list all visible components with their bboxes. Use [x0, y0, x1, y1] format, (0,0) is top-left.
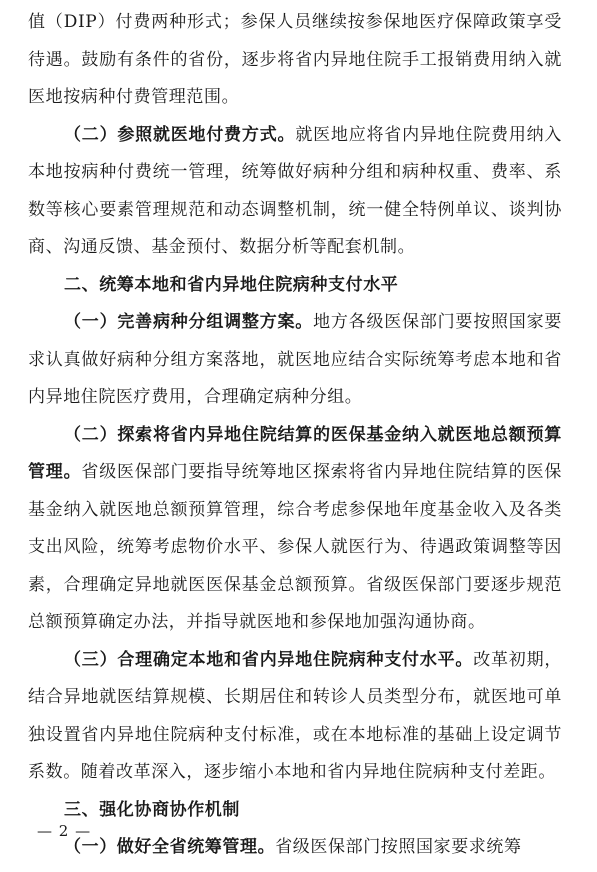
paragraph-4: [28, 417, 562, 642]
paragraph-5-lead: （三）合理确定本地和省内异地住院病种支付水平。: [64, 649, 474, 670]
paragraph-2: [28, 117, 562, 267]
paragraph-4-text: 省级医保部门要指导统筹地区探索将省内异地住院结算的医保基金纳入就医地总额预算管理，综合考虑参保地年度基金收入及各类支出风险，统筹考虑物价水平、参保人就医行为、待遇政策调整等因素，合理确定异地就医医保基金总额预算。省级医保部门要逐步规范总额预算确定办法，并指导就医地和参保地加强沟通协商。: [28, 462, 562, 632]
paragraph-3: [28, 304, 562, 417]
paragraph-6-lead: （一）做好全省统筹管理。: [64, 837, 276, 857]
paragraph-6-text: 省级医保部门按照国家要求统筹: [275, 837, 522, 857]
paragraph-6: [28, 829, 562, 867]
page-number: — 2 —: [37, 822, 92, 840]
section-heading-3: 三、强化协商协作机制: [64, 799, 240, 820]
paragraph-1: [28, 4, 562, 117]
paragraph-4-lead: （二）探索将省内异地住院结算的医保基金纳入就医地总额预算管理。: [28, 424, 562, 482]
paragraph-1-text: 值（DIP）付费两种形式；参保人员继续按参保地医疗保障政策享受待遇。鼓励有条件的省份，逐步将省内异地住院手工报销费用纳入就医地按病种付费管理范围。: [28, 12, 562, 107]
paragraph-5: [28, 642, 562, 792]
paragraph-2-text: 就医地应将省内异地住院费用纳入本地按病种付费统一管理，统筹做好病种分组和病种权重、费率、系数等核心要素管理规范和动态调整机制，统一健全特例单议、谈判协商、沟通反馈、基金预付、数据分析等配套机制。: [28, 124, 563, 257]
paragraph-2-lead: （二）参照就医地付费方式。: [64, 124, 296, 145]
paragraph-5-text: 改革初期，结合异地就医结算规模、长期居住和转诊人员类型分布，就医地可单独设置省内异地住院病种支付标准，或在本地标准的基础上设定调节系数。随着改革深入，逐步缩小本地和省内异地住院病种支付差距。: [28, 649, 562, 782]
document-page: [28, 4, 562, 867]
paragraph-3-lead: （一）完善病种分组调整方案。: [64, 312, 314, 332]
section-heading-2: 二、统筹本地和省内异地住院病种支付水平: [64, 274, 399, 295]
paragraph-3-text: 地方各级医保部门要按照国家要求认真做好病种分组方案落地，就医地应结合实际统筹考虑本地和省内异地住院医疗费用，合理确定病种分组。: [28, 312, 562, 407]
